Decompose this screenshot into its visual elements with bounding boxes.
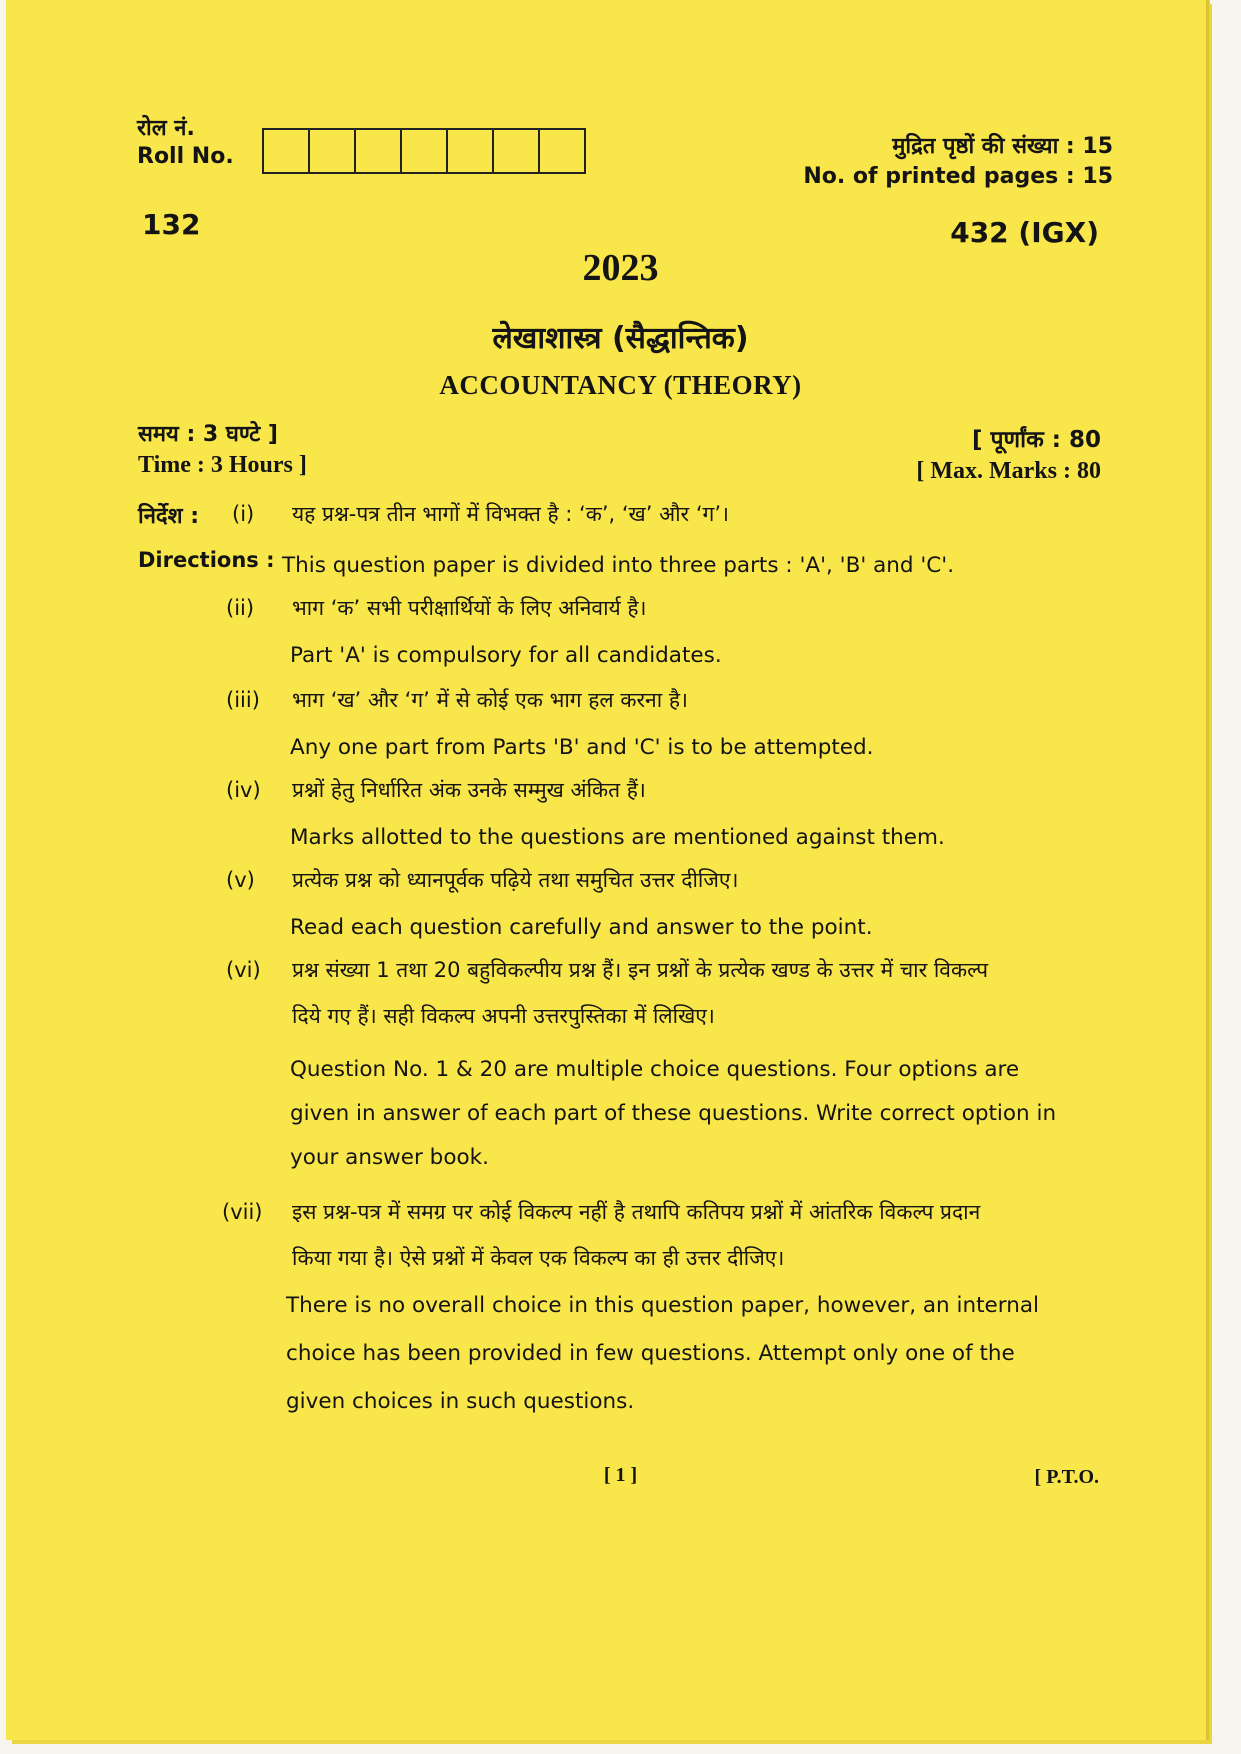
direction-text-english: Question No. 1 & 20 are multiple choice questions. Four options are <box>290 1057 1020 1082</box>
direction-text-english: Part 'A' is compulsory for all candidates. <box>290 643 722 668</box>
roll-digit-box[interactable] <box>400 128 448 174</box>
exam-year: 2023 <box>582 247 659 289</box>
direction-number: (i) <box>232 502 255 526</box>
direction-text-english: This question paper is divided into three parts : 'A', 'B' and 'C'. <box>282 553 955 578</box>
direction-text-english: given in answer of each part of these questions. Write correct option in <box>290 1101 1057 1126</box>
direction-text-english: given choices in such questions. <box>286 1389 635 1414</box>
roll-label-hindi: रोल नं. <box>137 116 195 141</box>
time-hindi: समय : 3 घण्टे ] <box>138 422 278 447</box>
direction-text-hindi: दिये गए हैं। सही विकल्प अपनी उत्तरपुस्तिका में लिखिए। <box>292 1004 715 1028</box>
roll-digit-box[interactable] <box>308 128 356 174</box>
subject-title-english: ACCOUNTANCY (THEORY) <box>439 370 802 400</box>
roll-digit-box[interactable] <box>538 128 586 174</box>
paper-code-left: 132 <box>142 208 201 241</box>
directions-label-hindi: निर्देश : <box>138 504 200 529</box>
direction-text-hindi: प्रश्न संख्या 1 तथा 20 बहुविकल्पीय प्रश्न हैं। इन प्रश्नों के प्रत्येक खण्ड के उत्तर में चार विकल्प <box>292 958 989 982</box>
roll-label-english: Roll No. <box>137 144 234 169</box>
direction-number: (ii) <box>226 596 255 620</box>
direction-number: (iii) <box>226 688 260 712</box>
please-turn-over: [ P.T.O. <box>1034 1466 1099 1488</box>
direction-number: (v) <box>226 868 255 892</box>
printed-pages-hindi: मुद्रित पृष्ठों की संख्या : 15 <box>892 134 1113 159</box>
direction-text-english: Marks allotted to the questions are mentioned against them. <box>290 825 945 850</box>
roll-number-boxes[interactable] <box>262 128 586 174</box>
direction-text-hindi: प्रत्येक प्रश्न को ध्यानपूर्वक पढ़िये तथा समुचित उत्तर दीजिए। <box>292 868 739 892</box>
roll-digit-box[interactable] <box>354 128 402 174</box>
printed-pages-english: No. of printed pages : 15 <box>803 164 1113 189</box>
direction-text-hindi: प्रश्नों हेतु निर्धारित अंक उनके सम्मुख अंकित हैं। <box>292 778 646 802</box>
direction-text-english: There is no overall choice in this question paper, however, an internal <box>286 1293 1040 1318</box>
direction-number: (vii) <box>222 1200 263 1224</box>
direction-number: (iv) <box>226 778 261 802</box>
direction-text-hindi: इस प्रश्न-पत्र में समग्र पर कोई विकल्प नहीं है तथापि कतिपय प्रश्नों में आंतरिक विकल्प प्रदान <box>292 1200 981 1224</box>
page-number: [ 1 ] <box>603 1464 638 1486</box>
direction-text-english: Read each question carefully and answer to the point. <box>290 915 873 940</box>
roll-digit-box[interactable] <box>262 128 310 174</box>
max-marks-hindi: [ पूर्णांक : 80 <box>971 427 1101 453</box>
direction-text-english: choice has been provided in few questions. Attempt only one of the <box>286 1341 1015 1366</box>
direction-text-english: your answer book. <box>290 1145 489 1170</box>
direction-text-hindi: किया गया है। ऐसे प्रश्नों में केवल एक विकल्प का ही उत्तर दीजिए। <box>292 1246 785 1270</box>
directions-label-english: Directions : <box>138 548 275 572</box>
time-english: Time : 3 Hours ] <box>138 452 307 478</box>
subject-title-hindi: लेखाशास्त्र (सैद्धान्तिक) <box>492 321 749 356</box>
roll-digit-box[interactable] <box>446 128 494 174</box>
direction-text-hindi: भाग ‘क’ सभी परीक्षार्थियों के लिए अनिवार्य है। <box>292 596 647 620</box>
direction-text-hindi: यह प्रश्न-पत्र तीन भागों में विभक्त है : ‘क’, ‘ख’ और ‘ग’। <box>292 502 729 526</box>
max-marks-english: [ Max. Marks : 80 <box>916 458 1101 484</box>
roll-digit-box[interactable] <box>492 128 540 174</box>
direction-number: (vi) <box>226 958 261 982</box>
paper-code-right: 432 (IGX) <box>950 216 1099 249</box>
direction-text-hindi: भाग ‘ख’ और ‘ग’ में से कोई एक भाग हल करना है। <box>292 688 688 712</box>
direction-text-english: Any one part from Parts 'B' and 'C' is to be attempted. <box>290 735 874 760</box>
